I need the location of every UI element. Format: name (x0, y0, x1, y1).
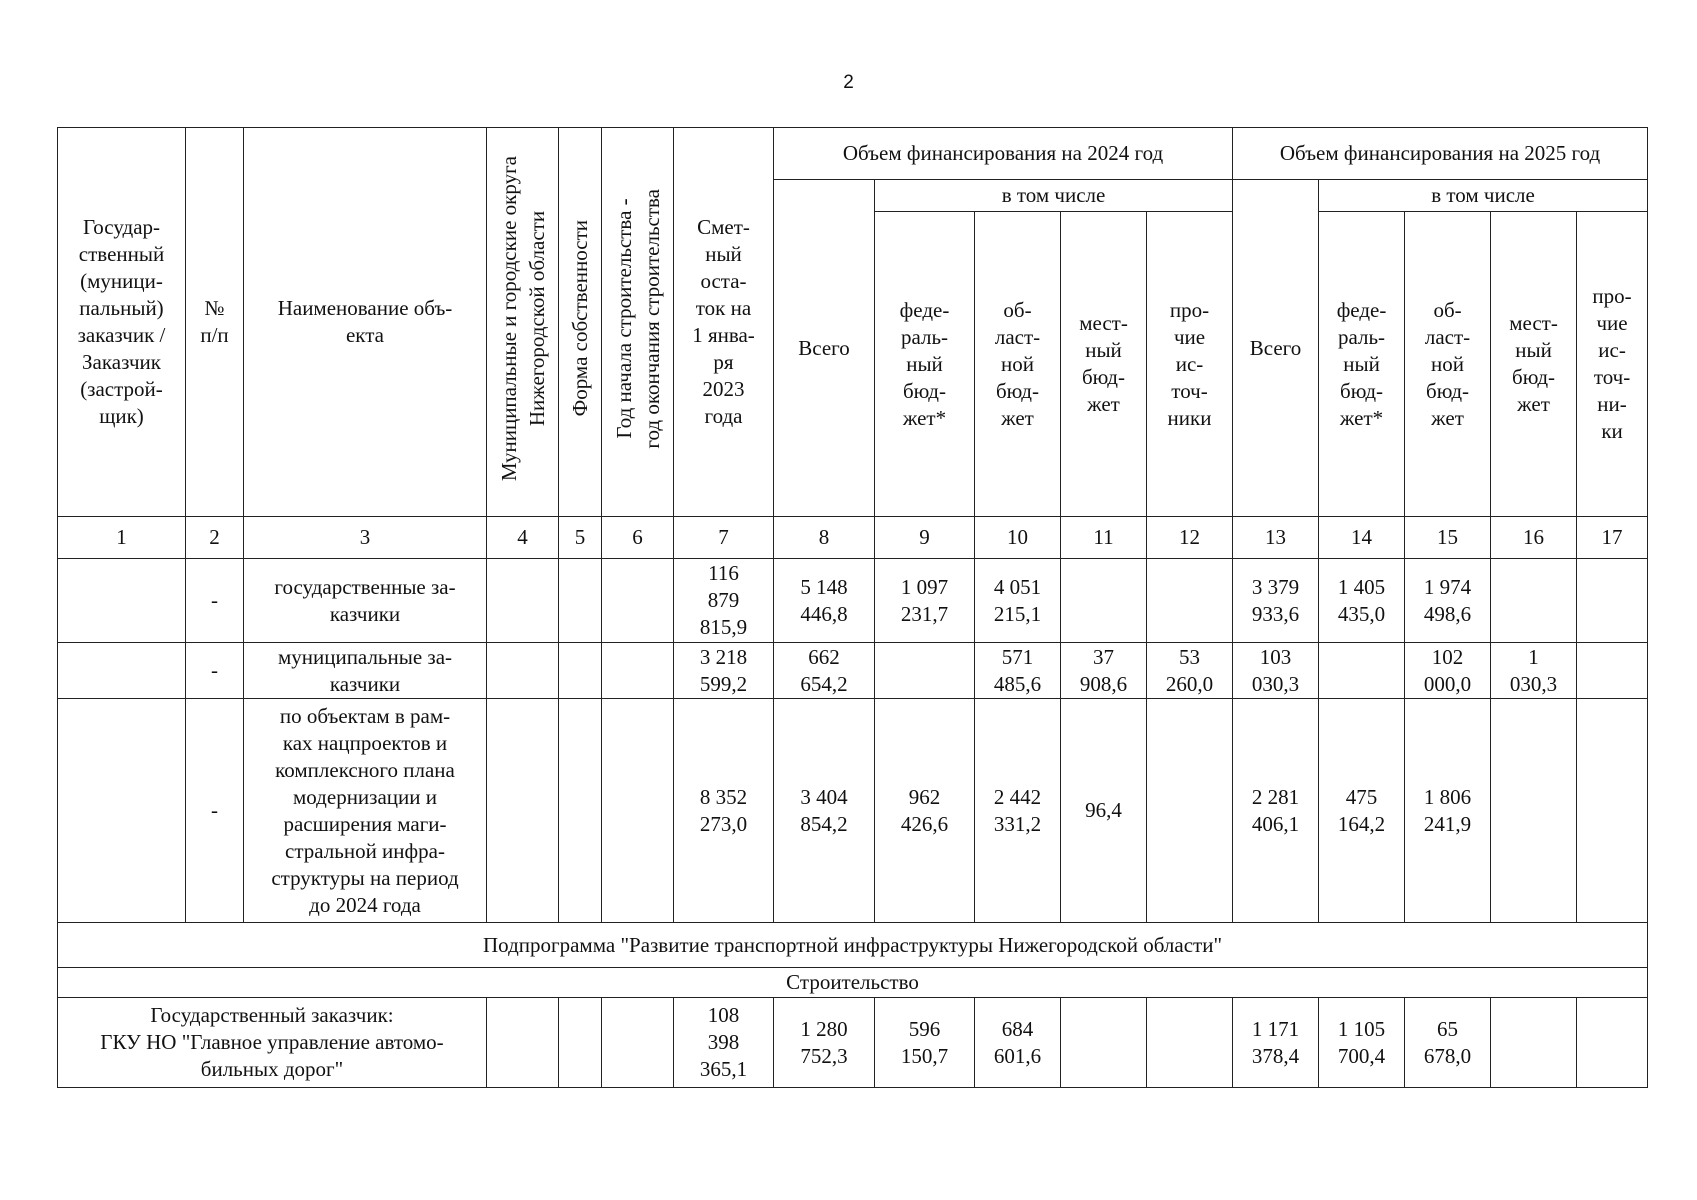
cell: 1 405 435,0 (1319, 559, 1405, 643)
cell: 1 171 378,4 (1233, 998, 1319, 1088)
header-years (602, 128, 674, 517)
cell (487, 559, 559, 643)
cell: 1 974 498,6 (1405, 559, 1491, 643)
cell: - (186, 699, 244, 923)
header-object-name: Наименование объ- екта (244, 128, 487, 517)
cell: 684 601,6 (975, 998, 1061, 1088)
cell (559, 699, 602, 923)
column-number: 9 (875, 517, 975, 559)
header-estimate: Смет- ный оста- ток на 1 янва- ря 2023 года (674, 128, 774, 517)
header-ownership (559, 128, 602, 517)
cell: 962 426,6 (875, 699, 975, 923)
cell (559, 643, 602, 699)
column-number: 17 (1577, 517, 1648, 559)
cell (58, 643, 186, 699)
column-number: 1 (58, 517, 186, 559)
column-number: 2 (186, 517, 244, 559)
cell (1577, 643, 1648, 699)
header-other-2024: про- чие ис- точ- ники (1147, 212, 1233, 517)
cell (602, 998, 674, 1088)
column-number: 12 (1147, 517, 1233, 559)
header-federal-2024: феде- раль- ный бюд- жет* (875, 212, 975, 517)
cell: 571 485,6 (975, 643, 1061, 699)
header-districts-text: Муниципальные и городские округа Нижегородской области (496, 155, 549, 482)
cell: 65 678,0 (1405, 998, 1491, 1088)
column-number: 7 (674, 517, 774, 559)
cell: 1 105 700,4 (1319, 998, 1405, 1088)
cell (1061, 559, 1147, 643)
cell: - (186, 559, 244, 643)
cell: 1 806 241,9 (1405, 699, 1491, 923)
cell: 5 148 446,8 (774, 559, 875, 643)
cell: 102 000,0 (1405, 643, 1491, 699)
cell: по объектам в рам- ках нацпроектов и комплексного плана модернизации и расширения маги- стральной инфра- структуры на период до 2024 года (244, 699, 487, 923)
cell: 116 879 815,9 (674, 559, 774, 643)
header-including-2024: в том числе (875, 180, 1233, 212)
column-number: 16 (1491, 517, 1577, 559)
cell (1147, 559, 1233, 643)
cell (602, 699, 674, 923)
header-customer: Государ- ственный (муници- пальный) заказчик / Заказчик (застрой- щик) (58, 128, 186, 517)
cell: 103 030,3 (1233, 643, 1319, 699)
cell (487, 998, 559, 1088)
column-number: 13 (1233, 517, 1319, 559)
cell (1491, 699, 1577, 923)
header-regional-2025: об- ласт- ной бюд- жет (1405, 212, 1491, 517)
column-number: 4 (487, 517, 559, 559)
header-num: № п/п (186, 128, 244, 517)
header-years-text: Год начала строительства - год окончания строительства (611, 188, 664, 449)
cell: 1 280 752,3 (774, 998, 875, 1088)
header-local-2024: мест- ный бюд- жет (1061, 212, 1147, 517)
column-number: 14 (1319, 517, 1405, 559)
cell: 3 404 854,2 (774, 699, 875, 923)
table-row (58, 643, 1648, 699)
financing-table (57, 127, 1648, 1088)
subprogram-row (58, 923, 1648, 968)
cell: 37 908,6 (1061, 643, 1147, 699)
table-row (58, 699, 1648, 923)
cell (559, 559, 602, 643)
column-number: 10 (975, 517, 1061, 559)
cell: 8 352 273,0 (674, 699, 774, 923)
section-row (58, 968, 1648, 998)
header-regional-2024: об- ласт- ной бюд- жет (975, 212, 1061, 517)
cell (1147, 998, 1233, 1088)
section-title: Строительство (58, 968, 1648, 998)
column-number: 11 (1061, 517, 1147, 559)
cell: 4 051 215,1 (975, 559, 1061, 643)
cell: муниципальные за- казчики (244, 643, 487, 699)
cell: 2 442 331,2 (975, 699, 1061, 923)
header-total-2024: Всего (774, 180, 875, 517)
customer-row (58, 998, 1648, 1088)
table-row (58, 559, 1648, 643)
cell (487, 643, 559, 699)
cell (602, 559, 674, 643)
cell: 1 030,3 (1491, 643, 1577, 699)
cell (487, 699, 559, 923)
page-number: 2 (843, 72, 854, 93)
cell (1577, 998, 1648, 1088)
cell: 53 260,0 (1147, 643, 1233, 699)
cell: 475 164,2 (1319, 699, 1405, 923)
cell: - (186, 643, 244, 699)
column-number: 6 (602, 517, 674, 559)
cell: государственные за- казчики (244, 559, 487, 643)
cell (1577, 559, 1648, 643)
cell: 2 281 406,1 (1233, 699, 1319, 923)
header-including-2025: в том числе (1319, 180, 1648, 212)
cell: 596 150,7 (875, 998, 975, 1088)
customer-name: Государственный заказчик: ГКУ НО "Главное управление автомо- бильных дорог" (58, 998, 487, 1088)
cell: 96,4 (1061, 699, 1147, 923)
header-total-2025: Всего (1233, 180, 1319, 517)
header-local-2025: мест- ный бюд- жет (1491, 212, 1577, 517)
cell: 662 654,2 (774, 643, 875, 699)
cell: 1 097 231,7 (875, 559, 975, 643)
cell: 3 379 933,6 (1233, 559, 1319, 643)
cell (58, 699, 186, 923)
cell (559, 998, 602, 1088)
header-districts (487, 128, 559, 517)
header-row-1 (58, 128, 1648, 180)
header-fin-2025: Объем финансирования на 2025 год (1233, 128, 1648, 180)
cell (1319, 643, 1405, 699)
cell (1491, 998, 1577, 1088)
header-ownership-text: Форма собственности (568, 220, 592, 417)
cell (602, 643, 674, 699)
cell (1577, 699, 1648, 923)
header-fin-2024: Объем финансирования на 2024 год (774, 128, 1233, 180)
column-number: 5 (559, 517, 602, 559)
column-number: 8 (774, 517, 875, 559)
column-number: 15 (1405, 517, 1491, 559)
header-other-2025: про- чие ис- точ- ни- ки (1577, 212, 1648, 517)
cell (1061, 998, 1147, 1088)
subprogram-title: Подпрограмма "Развитие транспортной инфраструктуры Нижегородской области" (58, 923, 1648, 968)
column-number: 3 (244, 517, 487, 559)
cell (1147, 699, 1233, 923)
cell: 3 218 599,2 (674, 643, 774, 699)
cell (875, 643, 975, 699)
column-number-row (58, 517, 1648, 559)
cell: 108 398 365,1 (674, 998, 774, 1088)
header-federal-2025: феде- раль- ный бюд- жет* (1319, 212, 1405, 517)
cell (58, 559, 186, 643)
cell (1491, 559, 1577, 643)
